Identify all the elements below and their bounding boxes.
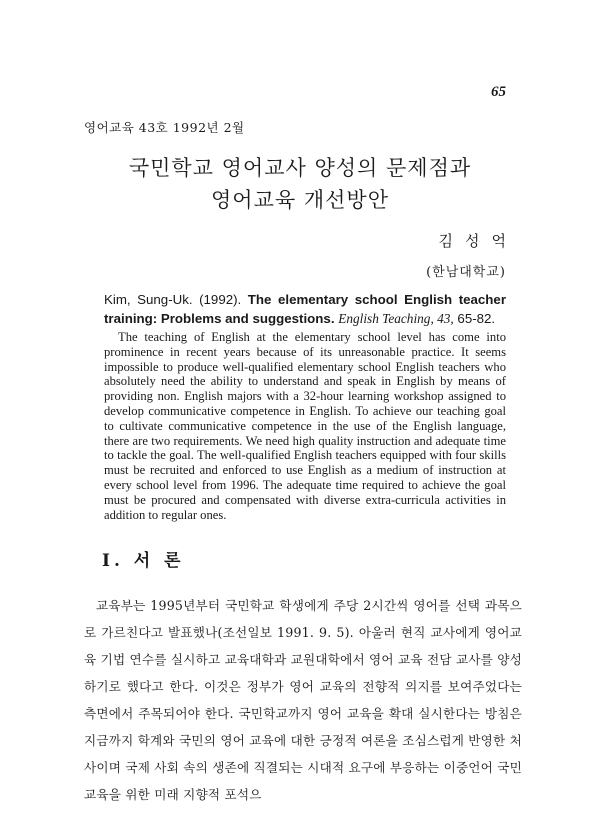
page-number: 65 (491, 84, 506, 100)
body-paragraph: 교육부는 1995년부터 국민학교 학생에게 주당 2시간씩 영어를 선택 과목으로 가르친다고 발표했나(조선일보 1991. 9. 5). 아울러 현직 교사에게 영어교육 기법 연수를 실시하고 교육대학과 교원대학에서 영어 교육 전담 교사를 양성하기로 했다고 한다. 이것은 정부가 영어 교육의 전향적 의지를 보여주었다는 측면에서 주목되어야 한다. 국민학교까지 영어 교육을 확대 실시한다는 방침은 지금까지 학계와 국민의 영어 교육에 대한 긍정적 여론을 조심스럽게 반영한 처사이며 국제 사회 속의 생존에 직결되는 시대적 요구에 부응하는 이중언어 국민 교육을 위한 미래 지향적 포석으 (84, 598, 522, 802)
abstract: The teaching of English at the elementary school level has come into prominence in recent years because of its unreasonable practice. It seems impossible to produce well-qualified elementary school English teachers who absolutely need the ability to understand and speak in English by means of providing non. English majors with a 32-hour learning workshop assigned to develop communicative competence in English. To achieve our teaching goal to cultivate communicative competence in the use of the English language, there are two requirements. We need high quality instruction and adequate time to tackle the goal. The well-qualified English teachers equipped with four skills must be recruited and enforced to use English as a medium of instruction at every school level from 1996. The adequate time required to achieve the goal must be procured and compensated with diverse extra-curricula activities in addition to regular ones. (104, 330, 506, 522)
author-name: 김성억 (438, 232, 518, 250)
author-block (426, 230, 518, 280)
citation-title: The elementary school English teacher training: Problems and suggestions. (104, 292, 507, 326)
citation-pages: 65-82. (457, 311, 496, 326)
paper-title (0, 152, 600, 216)
citation-journal: English Teaching, 43, (338, 311, 454, 326)
citation (104, 290, 506, 328)
citation-authors-year: Kim, Sung-Uk. (1992). (104, 292, 242, 307)
author-affiliation: (한남대학교) (426, 265, 506, 280)
title-line-1: 국민학교 영어교사 양성의 문제점과 (128, 156, 472, 180)
section-heading: Ⅰ. 서 론 (102, 551, 185, 571)
title-line-2: 영어교육 개선방안 (211, 188, 389, 212)
journal-info: 영어교육 43호 1992년 2월 (84, 120, 245, 135)
